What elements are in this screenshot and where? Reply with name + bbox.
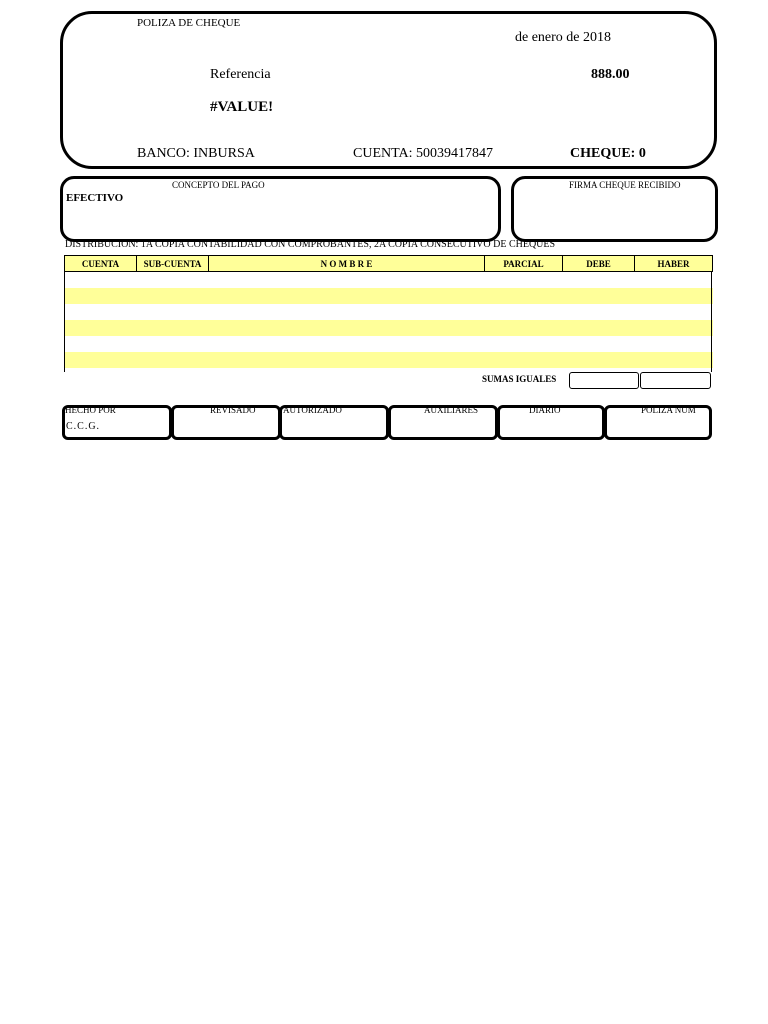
payment-concept-value: EFECTIVO [66, 192, 124, 204]
table-row [65, 320, 713, 336]
hecho-por-value: C.C.G. [66, 421, 101, 432]
revisado-label: REVISADO [210, 405, 256, 415]
ledger-header-row [65, 256, 713, 272]
table-row [65, 336, 713, 352]
signature-label: FIRMA CHEQUE RECIBIDO [569, 180, 681, 190]
auxiliares-label: AUXILIARES [424, 405, 478, 415]
ledger-table [64, 255, 713, 368]
reference-value: #VALUE! [210, 99, 274, 115]
column-header-debe: DEBE [563, 256, 635, 272]
column-header-nombre: N O M B R E [209, 256, 485, 272]
account-number: CUENTA: 50039417847 [353, 146, 494, 161]
column-header-parcial: PARCIAL [485, 256, 563, 272]
document-title: POLIZA DE CHEQUE [137, 17, 241, 29]
table-row [65, 352, 713, 368]
table-row [65, 304, 713, 320]
column-header-haber: HABER [635, 256, 713, 272]
reference-label: Referencia [210, 67, 271, 82]
cheque-amount: 888.00 [591, 67, 630, 82]
table-row [65, 288, 713, 304]
poliza-num-label: POLIZA NUM [641, 405, 696, 415]
ledger-left-border [64, 271, 65, 372]
totals-label: SUMAS IGUALES [482, 374, 557, 384]
ledger-right-border [711, 271, 712, 372]
distribution-note: DISTRIBUCION: 1A COPIA CONTABILIDAD CON COMPROBANTES, 2A COPIA CONSECUTIVO DE CHEQUES [65, 239, 556, 250]
table-row [65, 272, 713, 289]
debit-total-field [569, 372, 639, 389]
hecho-por-label: HECHO POR [65, 405, 116, 415]
payment-concept-label: CONCEPTO DEL PAGO [172, 180, 265, 190]
column-header-cuenta: CUENTA [65, 256, 137, 272]
diario-label: DIARIO [529, 405, 561, 415]
payment-concept-box [60, 176, 501, 242]
bank-name: BANCO: INBURSA [137, 146, 255, 161]
credit-total-field [640, 372, 711, 389]
autorizado-label: AUTORIZADO [283, 405, 342, 415]
column-header-sub-cuenta: SUB-CUENTA [137, 256, 209, 272]
cheque-number: CHEQUE: 0 [570, 146, 646, 161]
cheque-date: de enero de 2018 [515, 30, 612, 45]
